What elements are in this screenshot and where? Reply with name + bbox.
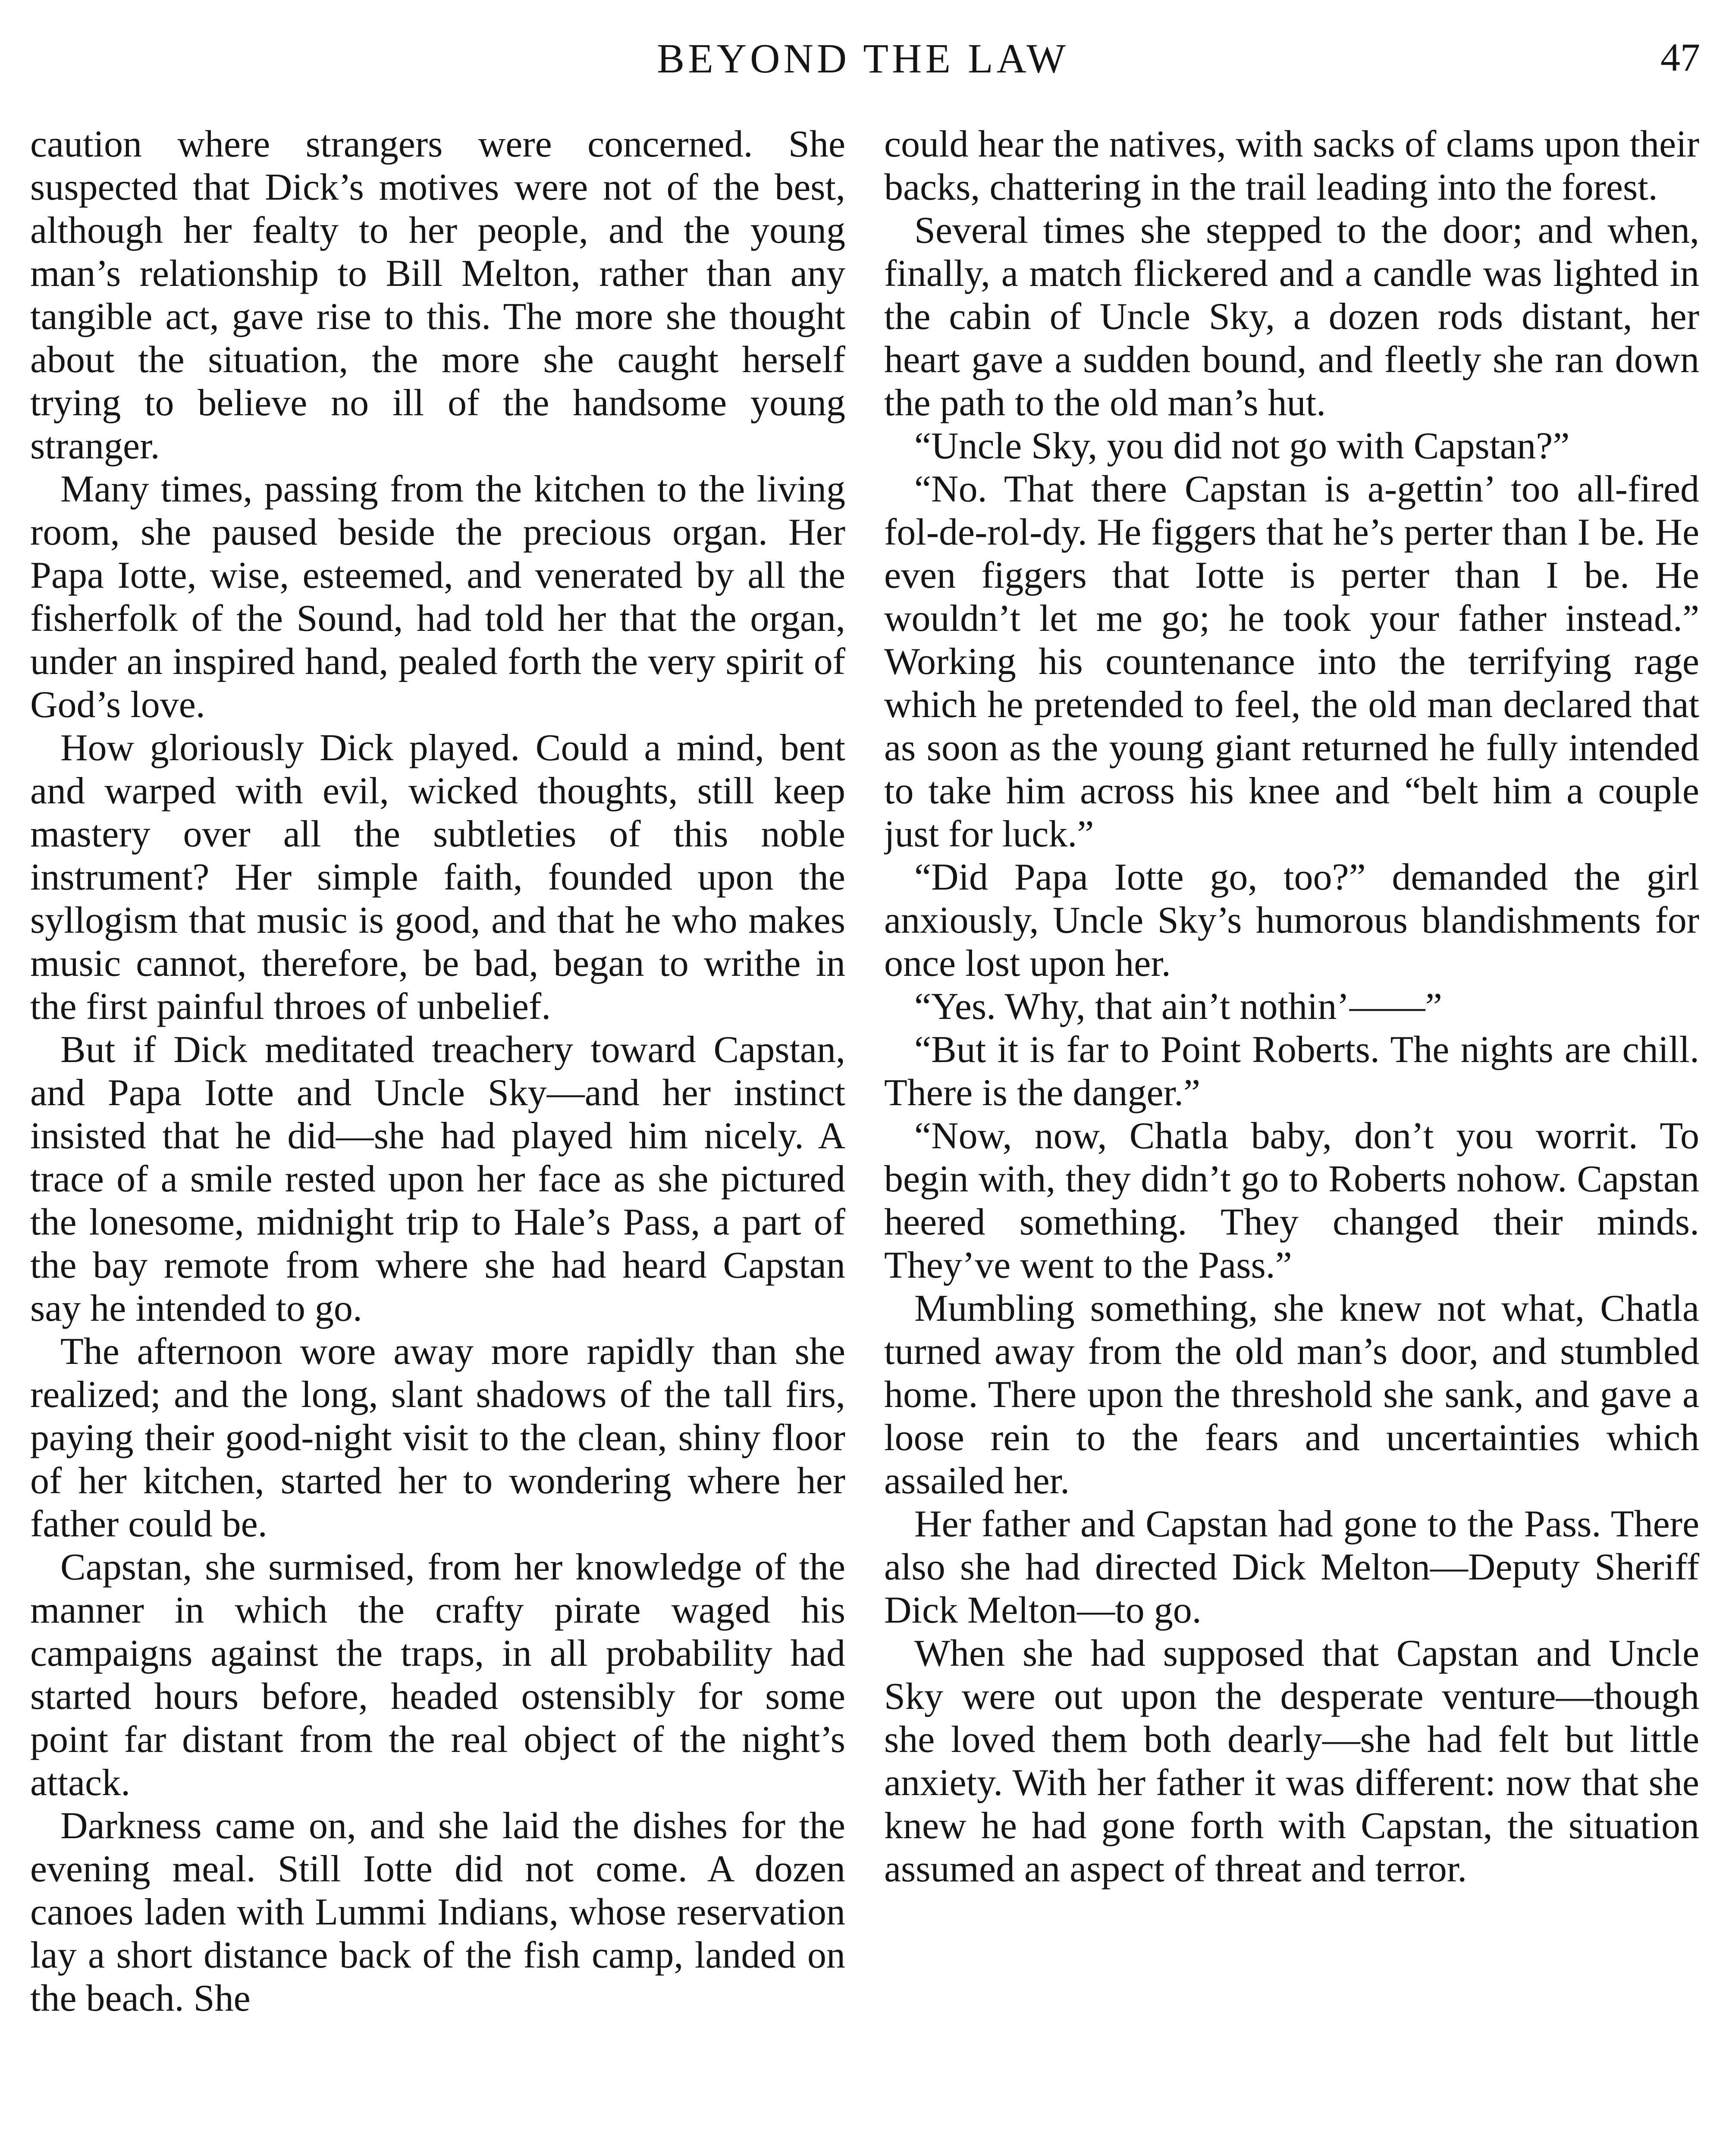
paragraph: Her father and Capstan had gone to the Pass. There also she had directed Dick Melton—Deputy Sheriff Dick Melton—to go. xyxy=(884,1503,1699,1631)
paragraph: “Uncle Sky, you did not go with Capstan?” xyxy=(914,425,1570,467)
paragraph: Darkness came on, and she laid the dishes for the evening meal. Still Iotte did not come. A dozen canoes laden with Lummi Indians, whose reservation lay a short distance back of the fish camp, landed on the beach. She xyxy=(30,1805,845,2019)
paragraph: “Did Papa Iotte go, too?” demanded the girl anxiously, Uncle Sky’s humorous blandishments for once lost upon her. xyxy=(884,856,1699,984)
paragraph: Several times she stepped to the door; and when, finally, a match flickered and a candle was lighted in the cabin of Uncle Sky, a dozen rods distant, her heart gave a sudden bound, and fleetly she ran down the path to the old man’s hut. xyxy=(884,210,1699,424)
paragraph: “Now, now, Chatla baby, don’t you worrit. To begin with, they didn’t go to Roberts nohow. Capstan heered something. They changed their minds. They’ve went to the Pass.” xyxy=(884,1115,1699,1286)
left-text-column xyxy=(30,123,845,2156)
paragraph: “No. That there Capstan is a-gettin’ too all-fired fol-de-rol-dy. He figgers that he’s perter than I be. He even figgers that Iotte is perter than I be. He wouldn’t let me go; he took your father instead.” Working his countenance into the terrifying rage which he pretended to feel, the old man declared that as soon as the young giant returned he fully intended to take him across his knee and “belt him a couple just for luck.” xyxy=(884,468,1699,855)
paragraph: “But it is far to Point Roberts. The nights are chill. There is the danger.” xyxy=(884,1029,1699,1114)
paragraph: Mumbling something, she knew not what, Chatla turned away from the old man’s door, and stumbled home. There upon the threshold she sank, and gave a loose rein to the fears and uncertainties which assailed her. xyxy=(884,1288,1699,1502)
paragraph: “Yes. Why, that ain’t nothin’——” xyxy=(914,986,1442,1028)
paragraph: How gloriously Dick played. Could a mind, bent and warped with evil, wicked thoughts, still keep mastery over all the subtleties of this noble instrument? Her simple faith, founded upon the syllogism that music is good, and that he who makes music cannot, therefore, be bad, began to writhe in the first painful throes of unbelief. xyxy=(30,727,845,1028)
running-head xyxy=(26,26,1700,91)
paragraph: Capstan, she surmised, from her knowledge of the manner in which the crafty pirate waged his campaigns against the traps, in all probability had started hours before, headed ostensibly for some point far distant from the real object of the night’s attack. xyxy=(30,1546,845,1804)
right-text-column xyxy=(884,123,1699,2156)
paragraph: But if Dick meditated treachery toward Capstan, and Papa Iotte and Uncle Sky—and her instinct insisted that he did—she had played him nicely. A trace of a smile rested upon her face as she pictured the lonesome, midnight trip to Hale’s Pass, a part of the bay remote from where she had heard Capstan say he intended to go. xyxy=(30,1029,845,1329)
page-number: 47 xyxy=(1660,35,1700,79)
paragraph: The afternoon wore away more rapidly than she realized; and the long, slant shadows of the tall firs, paying their good-night visit to the clean, shiny floor of her kitchen, started her to wondering where her father could be. xyxy=(30,1331,845,1545)
paragraph: could hear the natives, with sacks of clams upon their backs, chattering in the trail leading into the forest. xyxy=(884,123,1699,208)
paragraph: caution where strangers were concerned. She suspected that Dick’s motives were not of the best, although her fealty to her people, and the young man’s relationship to Bill Melton, rather than any tangible act, gave rise to this. The more she thought about the situation, the more she caught herself trying to believe no ill of the handsome young stranger. xyxy=(30,123,845,467)
running-head-title: BEYOND THE LAW xyxy=(657,35,1069,81)
paragraph: When she had supposed that Capstan and Uncle Sky were out upon the desperate venture—though she loved them both dearly—she had felt but little anxiety. With her father it was different: now that she knew he had gone forth with Capstan, the situation assumed an aspect of threat and terror. xyxy=(884,1633,1699,1890)
paragraph: Many times, passing from the kitchen to the living room, she paused beside the precious organ. Her Papa Iotte, wise, esteemed, and venerated by all the fisherfolk of the Sound, had told her that the organ, under an inspired hand, pealed forth the very spirit of God’s love. xyxy=(30,468,845,726)
